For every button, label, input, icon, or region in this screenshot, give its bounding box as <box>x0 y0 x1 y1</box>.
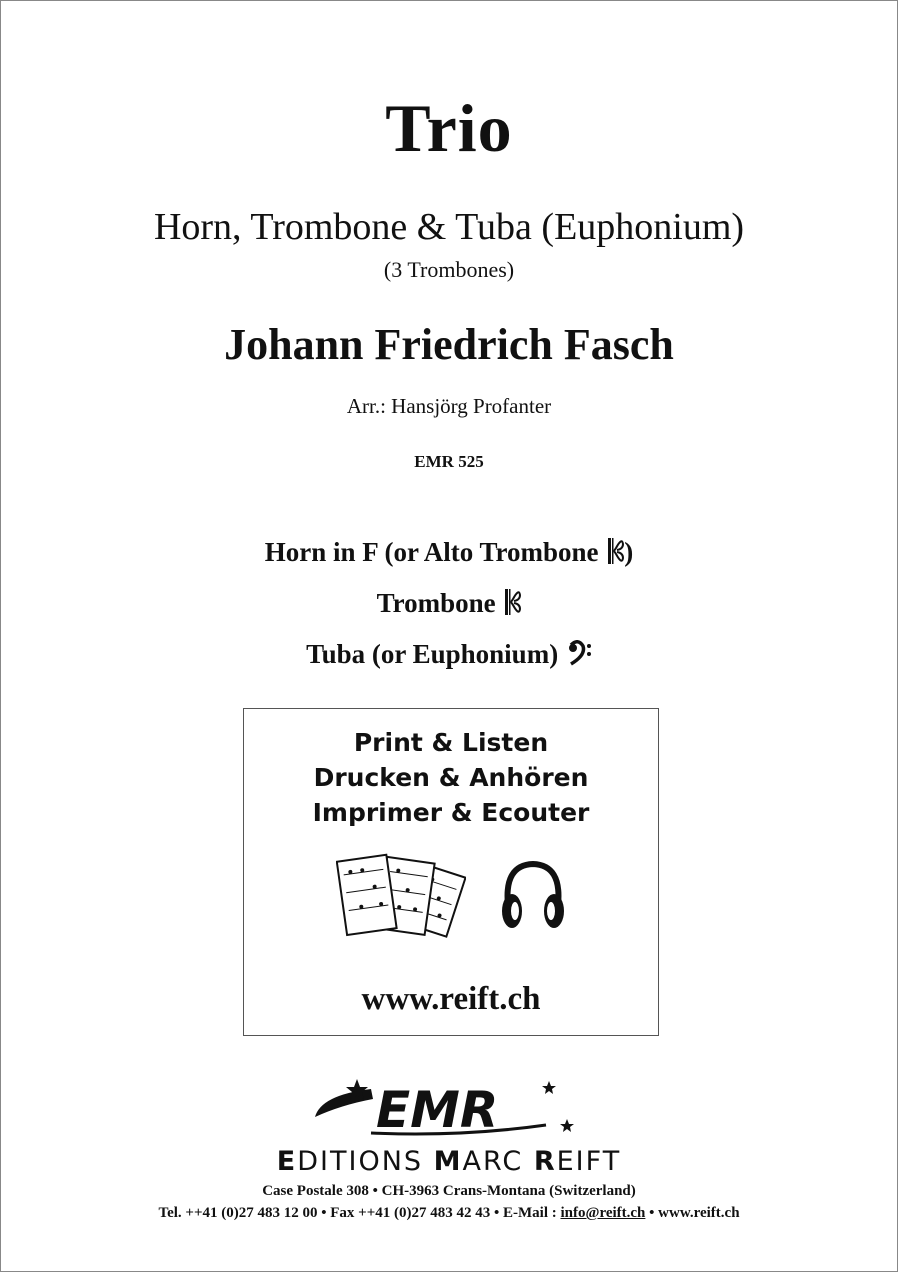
instrument-part-tuba <box>1 639 897 673</box>
logo-text: EMR <box>376 1081 499 1139</box>
instrument-label: Tuba (or Euphonium) <box>306 639 565 669</box>
promo-line-french: Imprimer & Ecouter <box>312 798 590 827</box>
instrument-part-horn <box>1 537 897 572</box>
publisher-address: Case Postale 308 • CH-3963 Crans-Montana (Switzerland) <box>262 1183 636 1199</box>
promo-line-german: Drucken & Anhören <box>313 763 589 792</box>
promo-line-english: Print & Listen <box>353 728 549 757</box>
composer-name: Johann Friedrich Fasch <box>224 320 674 369</box>
publisher-contact <box>1 1205 897 1222</box>
contact-phone-fax: Tel. ++41 (0)27 483 12 00 • Fax ++41 (0)27 483 42 43 • E-Mail : <box>158 1205 561 1221</box>
email-link[interactable]: info@reift.ch <box>560 1205 646 1221</box>
instrumentation-subtitle: Horn, Trombone & Tuba (Euphonium) <box>153 206 745 248</box>
alto-clef-icon <box>608 537 624 572</box>
page-title: Trio <box>385 90 513 166</box>
catalog-number: EMR 525 <box>414 452 484 471</box>
print-listen-box <box>243 708 659 1036</box>
tenor-clef-icon <box>505 588 521 623</box>
instrument-label: Horn in F (or Alto Trombone <box>264 537 606 567</box>
alternative-instrumentation: (3 Trombones) <box>383 257 515 282</box>
contact-website[interactable]: • www.reift.ch <box>645 1205 740 1221</box>
instrument-part-trombone <box>1 588 897 623</box>
headphones-icon <box>498 859 568 942</box>
sheet-music-icon <box>336 852 466 957</box>
arranger-credit: Arr.: Hansjörg Profanter <box>346 394 552 418</box>
instrument-label: Trombone <box>376 588 503 618</box>
publisher-name: EDITIONS MARC REIFT <box>276 1146 622 1177</box>
website-link[interactable]: www.reift.ch <box>361 981 541 1017</box>
instrument-label-suffix: ) <box>624 537 634 567</box>
bass-clef-icon <box>568 640 592 673</box>
emr-logo <box>301 1073 591 1144</box>
